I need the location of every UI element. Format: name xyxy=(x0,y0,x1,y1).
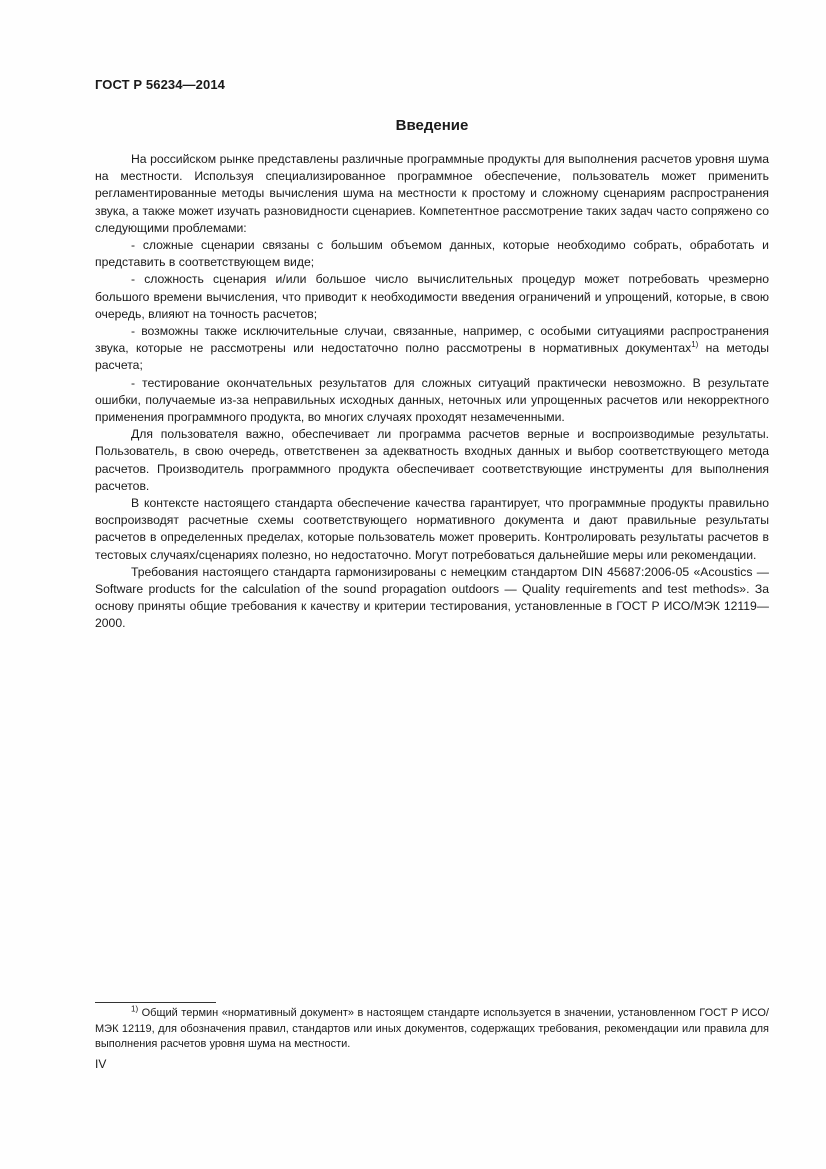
footnote xyxy=(95,1006,769,1053)
footnote-divider xyxy=(95,1002,216,1003)
footnote-marker: 1) xyxy=(131,1004,139,1014)
footnote-text: Общий термин «нормативный документ» в настоящем стандарте используется в значении, установленном ГОСТ Р ИСО/МЭК 12119, для обозначения правил, стандартов или иных документов, содержащих требования, рекомендации или правила для выполнения расчетов уровня шума на местности. xyxy=(95,1007,769,1050)
section-title: Введение xyxy=(395,117,469,134)
paragraph: Требования настоящего стандарта гармонизированы с немецким стандартом DIN 45687:2006-05 «Acoustics — Software products for the calculation of the sound propagation outdoors — Quality requirements and test methods». За основу приняты общие требования к качеству и критерии тестирования, установленные в ГОСТ Р ИСО/МЭК 12119—2000. xyxy=(95,564,769,631)
section-body xyxy=(95,151,769,633)
list-item: - сложные сценарии связаны с большим объемом данных, которые необходимо собрать, обработать и представить в соответствующем виде; xyxy=(95,238,769,270)
footnote-reference: 1) xyxy=(691,340,699,350)
list-item: - тестирование окончательных результатов для сложных ситуаций практически невозможно. В результате ошибки, получаемые из-за неправильных исходных данных, неточных или упрощенных расчетов или некорректного применения программного продукта, во многих случаях проходят незамеченными. xyxy=(95,375,769,425)
list-item: - сложность сценария и/или большое число вычислительных процедур может потребовать чрезмерно большого времени вычисления, что приводит к необходимости введения ограничений и упрощений, которые, в свою очередь, влияют на точность расчетов; xyxy=(95,272,769,321)
list-item-text: на методы расчета; xyxy=(95,341,769,373)
paragraph: В контексте настоящего стандарта обеспечение качества гарантирует, что программные продукты правильно воспроизводят расчетные схемы соответствующего нормативного документа и дают правильные результаты расчетов в определенных пределах, которые пользователь может проверить. Контролировать результаты расчетов в тестовых случаях/сценариях полезно, но недостаточно. Могут потребоваться дальнейшие меры или рекомендации. xyxy=(95,496,769,562)
list-item-text: - возможны также исключительные случаи, связанные, например, с особыми ситуациями распространения звука, которые не рассмотрены или недостаточно полно рассмотрены в нормативных документах xyxy=(95,324,769,356)
paragraph: Для пользователя важно, обеспечивает ли программа расчетов верные и воспроизводимые результаты. Пользователь, в свою очередь, ответственен за адекватность входных данных и выбор соответствующего метода расчетов. Производитель программного продукта обеспечивает соответствующие инструменты для выполнения расчетов. xyxy=(95,427,769,493)
paragraph-intro: На российском рынке представлены различные программные продукты для выполнения расчетов уровня шума на местности. Используя специализированное программное обеспечение, пользователь может применить регламентированные методы вычисления шума на местности к простому и сложному сценариям распространения звука, а также может изучать разновидности сценариев. Компетентное рассмотрение таких задач часто сопряжено со следующими проблемами: xyxy=(95,152,769,235)
page-number: IV xyxy=(95,1057,107,1071)
list-item xyxy=(95,323,769,375)
document-header: ГОСТ Р 56234—2014 xyxy=(95,77,225,92)
